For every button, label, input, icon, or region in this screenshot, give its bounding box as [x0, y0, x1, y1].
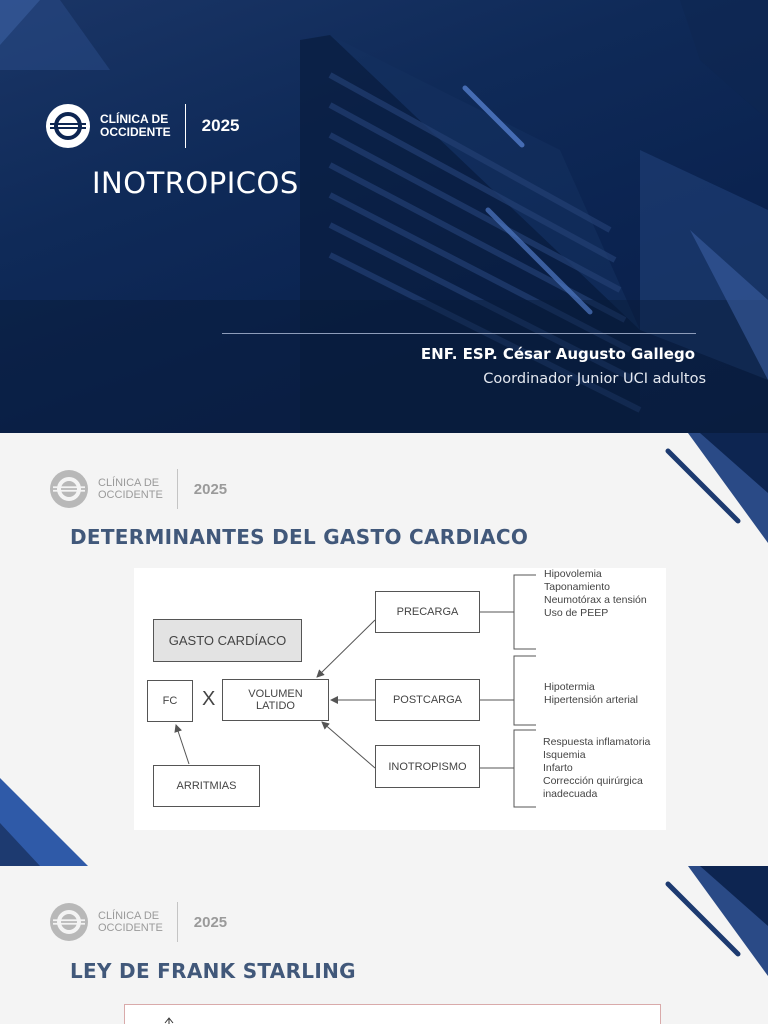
logo-line1: CLÍNICA DE: [98, 910, 160, 922]
logo-line2: OCCIDENTE: [98, 922, 163, 934]
multiply-sign: X: [202, 688, 216, 710]
volumen-latido-box: [222, 679, 329, 721]
arritmias-box: ARRITMIAS: [153, 765, 260, 807]
title-slide[interactable]: [0, 0, 768, 433]
logo-year: 2025: [193, 913, 228, 931]
logo-text: [100, 113, 171, 139]
volumen-label: VOLUMEN: [248, 688, 303, 700]
slide-heading: DETERMINANTES DEL GASTO CARDIACO: [70, 525, 529, 549]
fc-box: FC: [147, 680, 193, 722]
logo-divider: [185, 104, 186, 148]
logo-year: 2025: [193, 480, 228, 498]
list-item: inadecuada: [543, 788, 598, 800]
logo-text: [98, 477, 163, 501]
logo-line1: CLÍNICA DE: [98, 477, 160, 489]
gasto-cardiaco-box: GASTO CARDÍACO: [153, 619, 302, 662]
frank-starling-chart: [124, 1004, 661, 1024]
logo-icon: [50, 470, 88, 508]
list-item: Hipovolemia: [544, 568, 602, 580]
list-item: Taponamiento: [544, 581, 610, 593]
cardiac-output-diagram: [134, 568, 666, 830]
author-role: Coordinador Junior UCI adultos: [483, 371, 706, 387]
logo-year: 2025: [201, 116, 240, 135]
logo-line2: OCCIDENTE: [98, 489, 163, 501]
logo-icon: [46, 104, 90, 148]
slide-heading: LEY DE FRANK STARLING: [70, 959, 356, 983]
frank-starling-slide[interactable]: [0, 866, 768, 1024]
list-item: Isquemia: [543, 749, 586, 761]
clinic-logo: [50, 902, 227, 942]
clinic-logo: [46, 104, 240, 148]
postcarga-list: [544, 681, 638, 707]
logo-divider: [177, 902, 178, 942]
list-item: Respuesta inflamatoria: [543, 736, 651, 748]
list-item: Uso de PEEP: [544, 607, 609, 619]
list-item: Neumotórax a tensión: [544, 594, 647, 606]
author-name: ENF. ESP. César Augusto Gallego: [420, 345, 695, 363]
inotropismo-box: INOTROPISMO: [375, 745, 480, 788]
latido-label: LATIDO: [256, 700, 295, 712]
chart-axis: [125, 1005, 662, 1024]
list-item: Hipotermia: [544, 681, 595, 693]
precarga-list: [544, 568, 647, 620]
list-item: Infarto: [543, 762, 573, 774]
logo-line2: OCCIDENTE: [100, 125, 171, 139]
logo-line1: CLÍNICA DE: [100, 112, 169, 126]
corner-decoration: [0, 866, 768, 1024]
inotropismo-list: [543, 736, 650, 801]
logo-divider: [177, 469, 178, 509]
divider-line: [222, 333, 696, 334]
logo-icon: [50, 903, 88, 941]
list-item: Hipertensión arterial: [544, 694, 638, 706]
building-background: [0, 0, 768, 433]
determinants-slide[interactable]: [0, 433, 768, 866]
precarga-box: PRECARGA: [375, 591, 480, 633]
list-item: Corrección quirúrgica: [543, 775, 643, 787]
logo-text: [98, 910, 163, 934]
presentation-title: INOTROPICOS: [92, 166, 299, 200]
clinic-logo: [50, 469, 227, 509]
postcarga-box: POSTCARGA: [375, 679, 480, 721]
